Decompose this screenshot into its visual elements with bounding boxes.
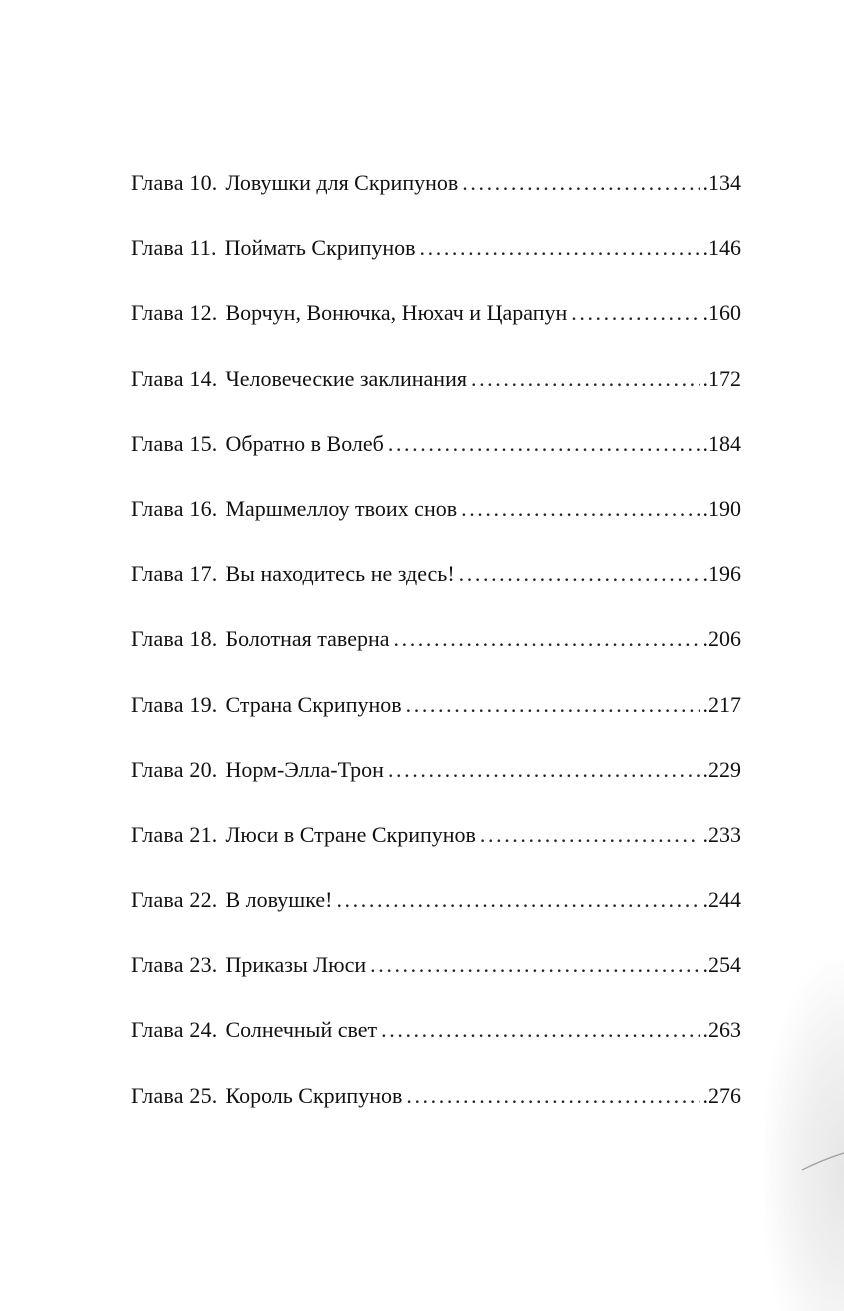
chapter-label: Глава 18. (131, 626, 218, 652)
toc-entry (131, 556, 741, 621)
page-number: .184 (702, 430, 741, 456)
dot-leader (420, 230, 700, 266)
toc-entry (131, 882, 741, 947)
chapter-title: Вы находитесь не здесь! (225, 561, 455, 587)
toc-entry (131, 687, 741, 752)
illustration-fragment (800, 1150, 844, 1174)
chapter-title: Люси в Стране Скрипунов (225, 821, 476, 847)
page-number: .196 (702, 561, 741, 587)
toc-entry (131, 230, 741, 295)
page-number: .263 (702, 1017, 741, 1043)
page-edge-shadow (764, 960, 844, 1311)
dot-leader (459, 556, 700, 592)
chapter-title: Ворчун, Вонючка, Нюхач и Царапун (225, 300, 568, 326)
dot-leader (461, 491, 699, 527)
chapter-label: Глава 17. (131, 561, 218, 587)
chapter-label: Глава 15. (131, 430, 218, 456)
table-of-contents (131, 165, 741, 1143)
chapter-title: Солнечный свет (225, 1017, 378, 1043)
chapter-title: Обратно в Волеб (225, 430, 384, 456)
dot-leader (571, 295, 699, 331)
chapter-label: Глава 22. (131, 887, 218, 913)
dot-leader (406, 1078, 699, 1114)
chapter-label: Глава 12. (131, 300, 218, 326)
dot-leader (336, 882, 699, 918)
chapter-label: Глава 11. (131, 235, 217, 261)
page-number: .146 (702, 235, 741, 261)
chapter-title: Болотная таверна (225, 626, 390, 652)
chapter-title: Король Скрипунов (225, 1082, 403, 1108)
chapter-label: Глава 14. (131, 365, 218, 391)
toc-entry (131, 426, 741, 491)
toc-entry (131, 1078, 741, 1143)
chapter-title: Норм-Элла-Трон (225, 756, 384, 782)
chapter-label: Глава 16. (131, 495, 218, 521)
chapter-label: Глава 20. (131, 756, 218, 782)
page-number: .233 (702, 821, 741, 847)
toc-entry (131, 165, 741, 230)
chapter-title: Поймать Скрипунов (224, 235, 416, 261)
dot-leader (381, 1012, 699, 1048)
page-number: .229 (702, 756, 741, 782)
chapter-title: Приказы Люси (225, 952, 367, 978)
chapter-label: Глава 24. (131, 1017, 218, 1043)
page-number: .217 (702, 691, 741, 717)
dot-leader (462, 165, 699, 201)
chapter-label: Глава 21. (131, 821, 218, 847)
page-number: .160 (702, 300, 741, 326)
chapter-title: Человеческие заклинания (225, 365, 467, 391)
toc-entry (131, 491, 741, 556)
dot-leader (480, 817, 700, 853)
page-number: .254 (702, 952, 741, 978)
dot-leader (370, 947, 699, 983)
toc-entry (131, 361, 741, 426)
toc-entry (131, 752, 741, 817)
toc-entry (131, 621, 741, 686)
page-number: .276 (702, 1082, 741, 1108)
page-number: .206 (702, 626, 741, 652)
chapter-label: Глава 10. (131, 170, 218, 195)
page-number: .134 (702, 170, 741, 195)
dot-leader (471, 361, 700, 397)
page-number: .244 (702, 887, 741, 913)
chapter-title: В ловушке! (225, 887, 333, 913)
chapter-label: Глава 19. (131, 691, 218, 717)
page-number: .190 (702, 495, 741, 521)
chapter-title: Страна Скрипунов (225, 691, 402, 717)
chapter-title: Ловушки для Скрипунов (225, 170, 459, 195)
dot-leader (394, 621, 700, 657)
dot-leader (406, 687, 700, 723)
page-number: .172 (702, 365, 741, 391)
chapter-label: Глава 25. (131, 1082, 218, 1108)
toc-entry (131, 295, 741, 360)
chapter-label: Глава 23. (131, 952, 218, 978)
toc-entry (131, 1012, 741, 1077)
chapter-title: Маршмеллоу твоих снов (225, 495, 458, 521)
dot-leader (388, 426, 700, 462)
toc-entry (131, 947, 741, 1012)
dot-leader (388, 752, 700, 788)
toc-entry (131, 817, 741, 882)
